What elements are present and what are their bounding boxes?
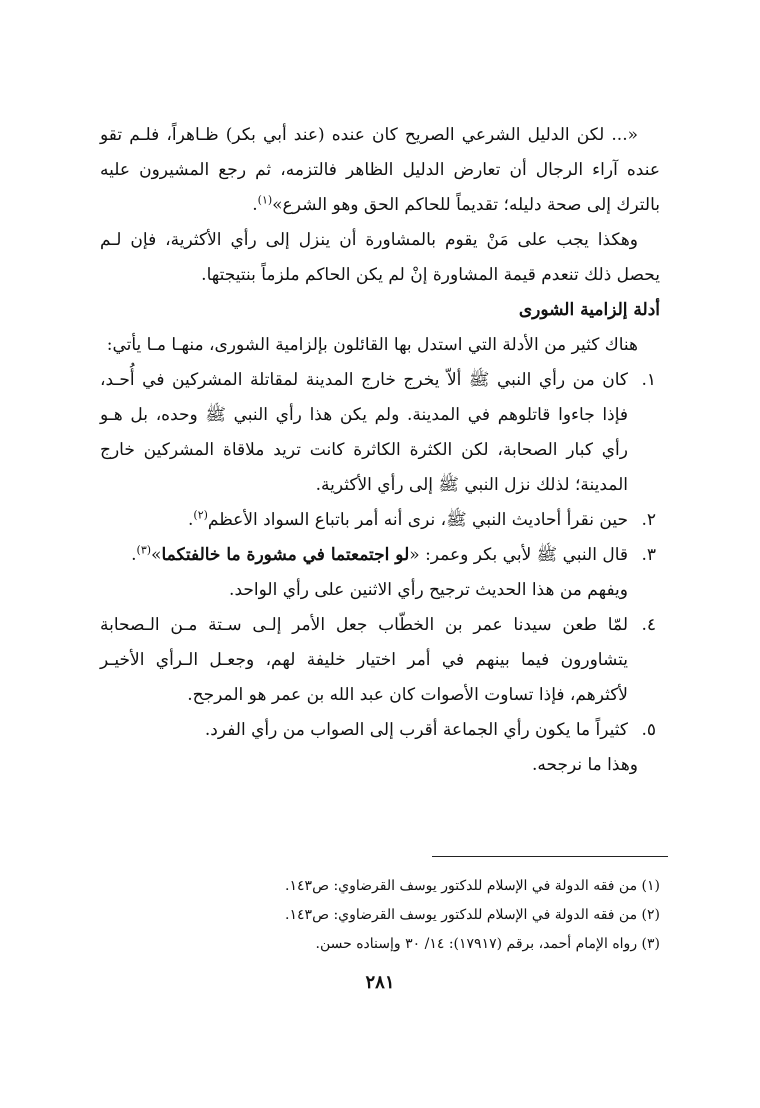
list-item-text: كثيراً ما يكون رأي الجماعة أقرب إلى الصواب من رأي الفرد. <box>204 720 628 740</box>
footnotes <box>100 872 660 959</box>
intro-quote-end: . <box>252 195 258 215</box>
footnote-ref-2: (٢) <box>193 508 208 522</box>
list-item <box>100 538 660 608</box>
list-item <box>100 503 660 538</box>
list-item-number: ٤. <box>641 615 656 635</box>
evidence-list <box>100 363 660 748</box>
footnote-ref-1: (١) <box>257 193 273 207</box>
list-item <box>100 713 660 748</box>
list-item-text: حين نقرأ أحاديث النبي ﷺ، نرى أنه أمر باتباع السواد الأعظم <box>207 510 628 530</box>
body-text <box>100 118 660 783</box>
hadith-quote: لو اجتمعتما في مشورة ما خالفتكما <box>161 545 410 565</box>
list-item-text: كان من رأي النبي ﷺ ألاّ يخرج خارج المدينة لمقاتلة المشركين في أُحـد، فإذا جاءوا قاتلوهم في المدينة. ولم يكن هذا رأي النبي ﷺ وحده، بل هـو رأي كبار الصحابة، لكن الكثرة الكاثرة كانت تريد ملاقاة المشركين خارج المدينة؛ لذلك نزل النبي ﷺ إلى رأي الأكثرية. <box>100 370 628 495</box>
conclusion: وهذا ما نرجحه. <box>531 755 638 775</box>
section-heading: أدلة إلزامية الشورى <box>518 300 660 320</box>
intro-quote <box>100 118 660 223</box>
list-item-extra: ويفهم من هذا الحديث ترجيح رأي الاثنين على رأي الواحد. <box>229 580 628 600</box>
list-item-number: ٢. <box>641 510 656 530</box>
list-item-number: ٣. <box>641 545 656 565</box>
list-item <box>100 363 660 503</box>
footnote-ref-3: (٣) <box>136 543 152 557</box>
list-item-number: ١. <box>641 370 656 390</box>
intro-paragraph: وهكذا يجب على مَنْ يقوم بالمشاورة أن ينزل إلى رأي الأكثرية، فإن لـم يحصل ذلك تنعدم قيمة المشاورة إنْ لم يكن الحاكم ملزماً بنتيجتها. <box>100 230 660 285</box>
footnote-2: (٢) من فقه الدولة في الإسلام للدكتور يوسف القرضاوي: ص١٤٣. <box>285 907 660 923</box>
footnote-1: (١) من فقه الدولة في الإسلام للدكتور يوسف القرضاوي: ص١٤٣. <box>285 878 660 894</box>
section-lead: هناك كثير من الأدلة التي استدل بها القائلون بإلزامية الشورى، منهـا مـا يأتي: <box>106 335 638 355</box>
quote-close: » <box>151 545 162 565</box>
footnote-3: (٣) رواه الإمام أحمد، برقم (١٧٩١٧): ١٤/ ٣٠ وإسناده حسن. <box>315 936 660 952</box>
list-item-tail: . <box>131 545 137 565</box>
list-item-text: لمّا طعن سيدنا عمر بن الخطّاب جعل الأمر إلـى سـتة مـن الـصحابة يتشاورون فيما بينهم في أمر اختيار خليفة لهم، وجعـل الـرأي الأخيـر لأكثرهم، فإذا تساوت الأصوات كان عبد الله بن عمر هو المرجح. <box>100 615 628 705</box>
list-item-number: ٥. <box>641 720 656 740</box>
intro-quote-text: «... لكن الدليل الشرعي الصريح كان عنده (عند أبي بكر) ظـاهراً، فلـم تقو عنده آراء الرجال أن تعارض الدليل الظاهر فالتزمه، ثم رجع المشيرون عليه بالترك إلى صحة دليله؛ تقديماً للحاكم الحق وهو الشرع» <box>100 125 660 215</box>
list-item-tail: . <box>188 510 194 530</box>
footnote-divider <box>432 856 668 857</box>
list-item <box>100 608 660 713</box>
list-item-text: قال النبي ﷺ لأبي بكر وعمر: « <box>409 545 628 565</box>
page-number: ٢٨١ <box>365 972 395 993</box>
